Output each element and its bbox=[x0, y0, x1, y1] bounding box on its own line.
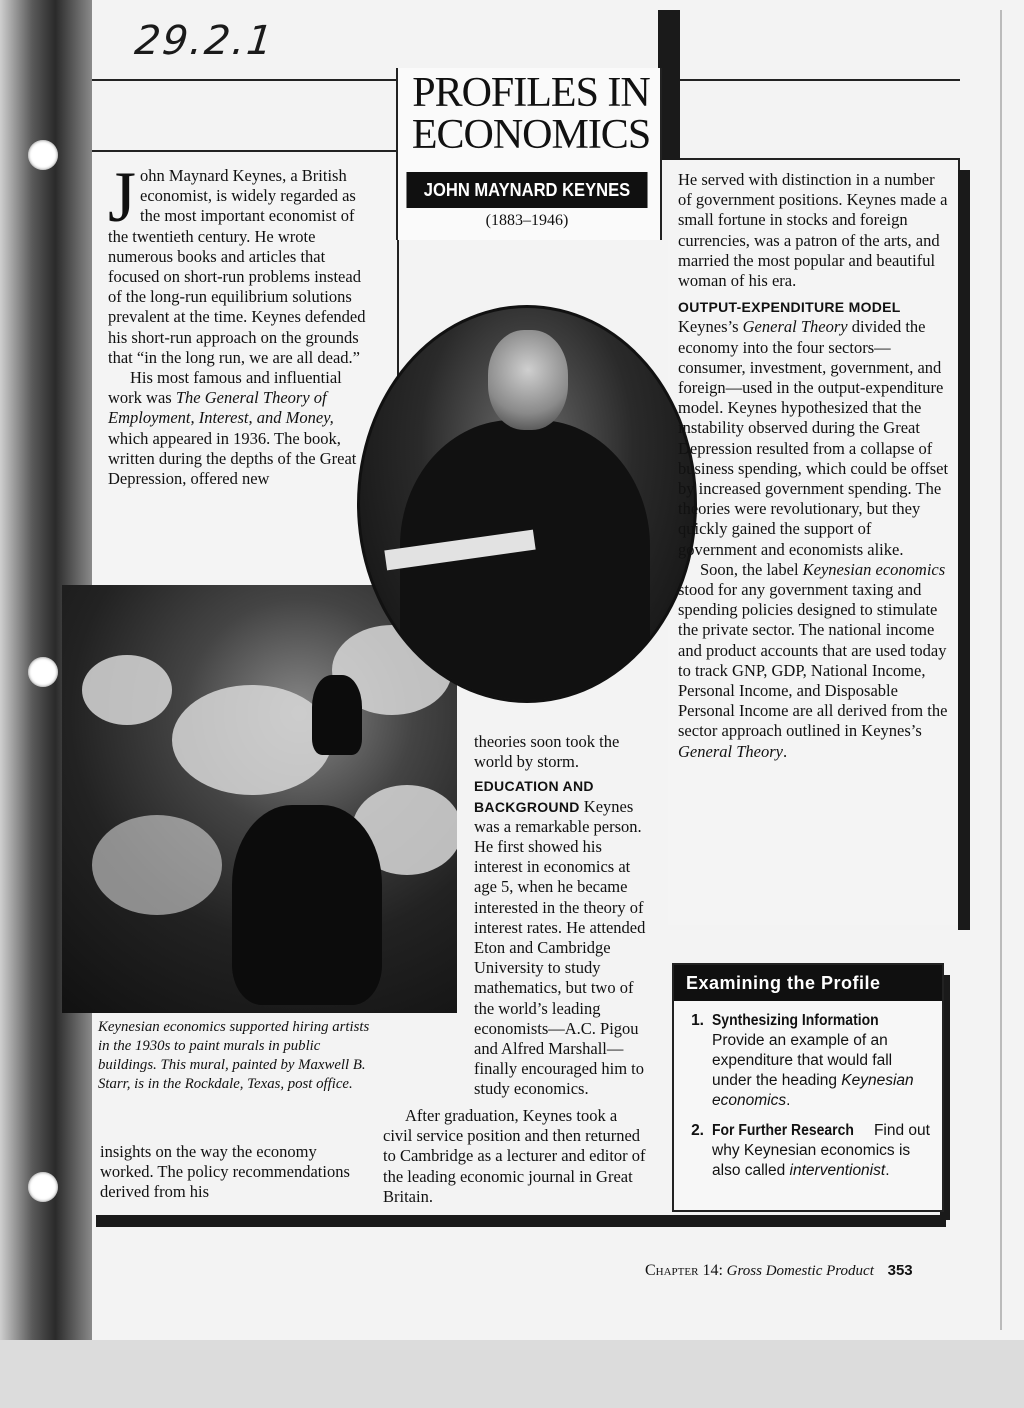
education-subhead: EDUCATION AND BACKGROUND bbox=[474, 778, 594, 815]
item-body bbox=[712, 1011, 934, 1111]
text: stood for any government taxing and spending policies designed to stimulate the private sector. The national income and product accounts that are used today to track GNP, GDP, National Income, Personal Income, and Disposable Personal Income are all derived from the sector approach outlined in Keynes’s bbox=[678, 580, 948, 741]
punch-hole bbox=[28, 140, 58, 170]
punch-hole bbox=[28, 1172, 58, 1202]
item-text: Provide an example of an expenditure that would fall under the heading bbox=[712, 1032, 893, 1089]
italic-text: Keynesian economics bbox=[802, 559, 946, 579]
continued-text: theories soon took the world by storm. bbox=[474, 732, 620, 772]
exam-item-1 bbox=[674, 1011, 934, 1111]
title-line-2: ECONOMICS bbox=[411, 112, 651, 158]
profile-name-bar: JOHN MAYNARD KEYNES bbox=[406, 172, 647, 208]
text: Keynes’s bbox=[678, 317, 743, 337]
item-text: . bbox=[786, 1092, 791, 1109]
scan-edge-line bbox=[1000, 10, 1002, 1330]
education-paragraph bbox=[474, 776, 649, 1099]
profile-dates: (1883–1946) bbox=[485, 212, 569, 229]
right-frame-shadow bbox=[958, 170, 970, 930]
worker-figure bbox=[312, 675, 362, 755]
output-paragraph bbox=[678, 317, 950, 559]
item-text: Find out why Keynesian economics is also called bbox=[712, 1122, 930, 1179]
left-bottom-text: insights on the way the economy worked. The policy recommendations derived from his bbox=[100, 1142, 350, 1202]
graduation-paragraph: After graduation, Keynes took a civil service position and then returned to Cambridge as a lecturer and editor of the leading economic journal in Great Britain. bbox=[383, 1106, 646, 1206]
punch-hole bbox=[28, 657, 58, 687]
exam-item-2 bbox=[674, 1121, 934, 1181]
italic-text: General Theory bbox=[678, 741, 783, 761]
page-footer bbox=[645, 1262, 913, 1280]
portrait-face bbox=[488, 330, 568, 430]
cotton-bush bbox=[172, 685, 332, 795]
page-number: 353 bbox=[887, 1262, 913, 1279]
item-number: 2. bbox=[691, 1122, 704, 1139]
subhead-text: OUTPUT-EXPENDITURE MODEL bbox=[678, 299, 901, 316]
worker-figure bbox=[232, 805, 382, 1005]
italic-text: General Theory bbox=[742, 317, 848, 337]
item-title: For Further Research bbox=[712, 1122, 854, 1139]
handwritten-note: 29.2.1 bbox=[132, 18, 277, 64]
right-paragraph-0: He served with distinction in a number of government positions. Keynes made a small fortune in stocks and foreign currencies, was a patron of the arts, and married the most popular and beautiful woman of his era. bbox=[678, 170, 948, 291]
scan-bottom-strip bbox=[0, 1340, 1024, 1408]
item-italic: interventionist bbox=[789, 1162, 886, 1179]
cotton-bush bbox=[82, 655, 172, 725]
text: His most famous and influential work was bbox=[108, 368, 342, 408]
title-line-1: PROFILES IN bbox=[412, 70, 650, 116]
chapter-label: Chapter 14: bbox=[645, 1262, 723, 1279]
drop-cap: J bbox=[108, 157, 137, 237]
intro-paragraph-2 bbox=[108, 368, 370, 489]
right-column bbox=[678, 170, 950, 762]
mural-caption: Keynesian economics supported hiring artists in the 1930s to paint murals in public buildings. This mural, painted by Maxwell B. Starr, is in the Rockdale, Texas, post office. bbox=[98, 1019, 370, 1092]
keynesian-paragraph bbox=[678, 560, 950, 762]
text: which appeared in 1936. The book, written during the depths of the Great Depression, offered new bbox=[108, 428, 357, 489]
bottom-rule bbox=[96, 1215, 946, 1227]
item-body bbox=[712, 1121, 934, 1181]
text: Soon, the label bbox=[700, 559, 803, 579]
middle-column-top bbox=[474, 732, 649, 1100]
cotton-bush bbox=[92, 815, 222, 915]
item-title: Synthesizing Information bbox=[712, 1012, 879, 1029]
chapter-title: Gross Domestic Product bbox=[726, 1263, 874, 1279]
book-title: The General Theory of Employment, Interest, and Money, bbox=[108, 388, 334, 428]
item-number: 1. bbox=[691, 1012, 704, 1029]
exam-heading: Examining the Profile bbox=[674, 965, 942, 1001]
mural-image bbox=[62, 585, 457, 1013]
text: . bbox=[782, 741, 788, 761]
keynes-portrait bbox=[357, 305, 697, 703]
intro-text: ohn Maynard Keynes, a British economist, is widely regarded as the most important economist of the twentieth century. He wrote numerous books and articles that focused on short-run problems instead of the long-run equilibrium solutions prevalent at the time. Keynes defended his short-run approach on the grounds that “in the long run, we are all dead.” bbox=[108, 166, 366, 367]
education-text: Keynes was a remarkable person. He first showed his interest in economics at age 5, when he became interested in the theory of interest rates. He attended Eton and Cambridge University to study mathematics, but two of the world’s leading economists—A.C. Pigou and Alfred Marshall—finally encouraged him to study economics. bbox=[474, 796, 646, 1099]
item-italic: Keynesian economics bbox=[712, 1072, 914, 1109]
examining-profile-box bbox=[672, 963, 944, 1212]
intro-column bbox=[108, 157, 370, 489]
middle-column-bottom bbox=[383, 1106, 648, 1207]
intro-paragraph bbox=[108, 157, 370, 368]
item-text: . bbox=[885, 1162, 890, 1179]
text: divided the economy into the four sectors—consumer, investment, government, and foreign—used in the output-expenditure model. Keynes hypothesized that the instability observed during the Great Depression resulted from a collapse of business spending, which could be offset by increased government spending. The theories were revolutionary, but they quickly gained the support of government and economists alike. bbox=[678, 317, 949, 559]
page-title bbox=[404, 72, 658, 156]
output-subhead bbox=[678, 297, 950, 317]
